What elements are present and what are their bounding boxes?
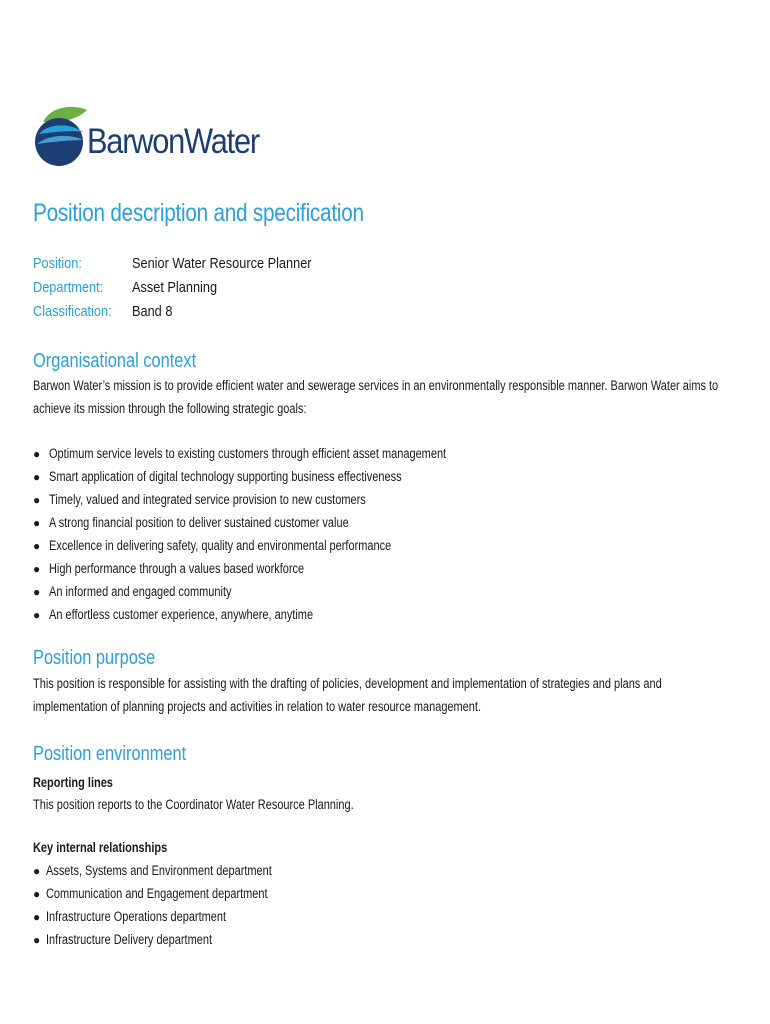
- key-relationships-heading: Key internal relationships: [33, 840, 168, 855]
- position-details: [33, 254, 533, 326]
- bullet-icon: ●: [33, 493, 41, 507]
- detail-value: Asset Planning: [132, 279, 218, 296]
- list-item: ● Optimum service levels to existing customers through efficient asset management: [33, 444, 733, 467]
- detail-row-department: [33, 278, 533, 302]
- position-purpose-heading: Position purpose: [33, 647, 156, 669]
- detail-label: Position:: [33, 255, 82, 272]
- list-item: ● An informed and engaged community: [33, 582, 733, 605]
- list-item: ● Timely, valued and integrated service provision to new customers: [33, 490, 733, 513]
- detail-row-classification: [33, 302, 533, 326]
- list-item: ● Smart application of digital technology supporting business effectiveness: [33, 467, 733, 490]
- brand-name: BarwonWater: [87, 122, 259, 161]
- bullet-icon: ●: [33, 933, 41, 947]
- bullet-icon: ●: [33, 539, 41, 553]
- org-context-intro: Barwon Water’s mission is to provide efficient water and sewerage services in an environmentally responsible manner. Barwon Water aims to achieve its mission through the following strategic goals:: [33, 378, 719, 416]
- list-item: ● Infrastructure Delivery department: [33, 930, 733, 953]
- list-item: ● An effortless customer experience, anywhere, anytime: [33, 605, 733, 628]
- detail-value: Senior Water Resource Planner: [132, 255, 312, 272]
- bullet-icon: ●: [33, 562, 41, 576]
- list-item: ● Excellence in delivering safety, quality and environmental performance: [33, 536, 733, 559]
- detail-label: Department:: [33, 279, 104, 296]
- reporting-lines-heading: Reporting lines: [33, 775, 113, 790]
- water-drop-leaf-icon: [33, 104, 89, 170]
- detail-label: Classification:: [33, 303, 112, 320]
- list-item: ● Assets, Systems and Environment department: [33, 861, 733, 884]
- bullet-icon: ●: [33, 447, 41, 461]
- list-item: ● Infrastructure Operations department: [33, 907, 733, 930]
- bullet-icon: ●: [33, 470, 41, 484]
- position-environment-heading: Position environment: [33, 743, 187, 765]
- document-title: Position description and specification: [33, 199, 364, 227]
- org-context-heading: Organisational context: [33, 350, 197, 372]
- list-item: ● Communication and Engagement department: [33, 884, 733, 907]
- strategic-goals-list: [33, 444, 733, 628]
- list-item: ● A strong financial position to deliver sustained customer value: [33, 513, 733, 536]
- bullet-icon: ●: [33, 910, 41, 924]
- bullet-icon: ●: [33, 585, 41, 599]
- barwon-water-logo: [33, 104, 263, 174]
- detail-value: Band 8: [132, 303, 173, 320]
- bullet-icon: ●: [33, 887, 41, 901]
- bullet-icon: ●: [33, 864, 41, 878]
- position-purpose-text: This position is responsible for assisting with the drafting of policies, development and implementation of strategies and plans and implementation of planning projects and activities in relation to water resource management.: [33, 676, 662, 714]
- key-relationships-list: [33, 861, 733, 953]
- bullet-icon: ●: [33, 608, 41, 622]
- bullet-icon: ●: [33, 516, 41, 530]
- detail-row-position: [33, 254, 533, 278]
- reporting-lines-text: This position reports to the Coordinator Water Resource Planning.: [33, 797, 354, 812]
- list-item: ● High performance through a values based workforce: [33, 559, 733, 582]
